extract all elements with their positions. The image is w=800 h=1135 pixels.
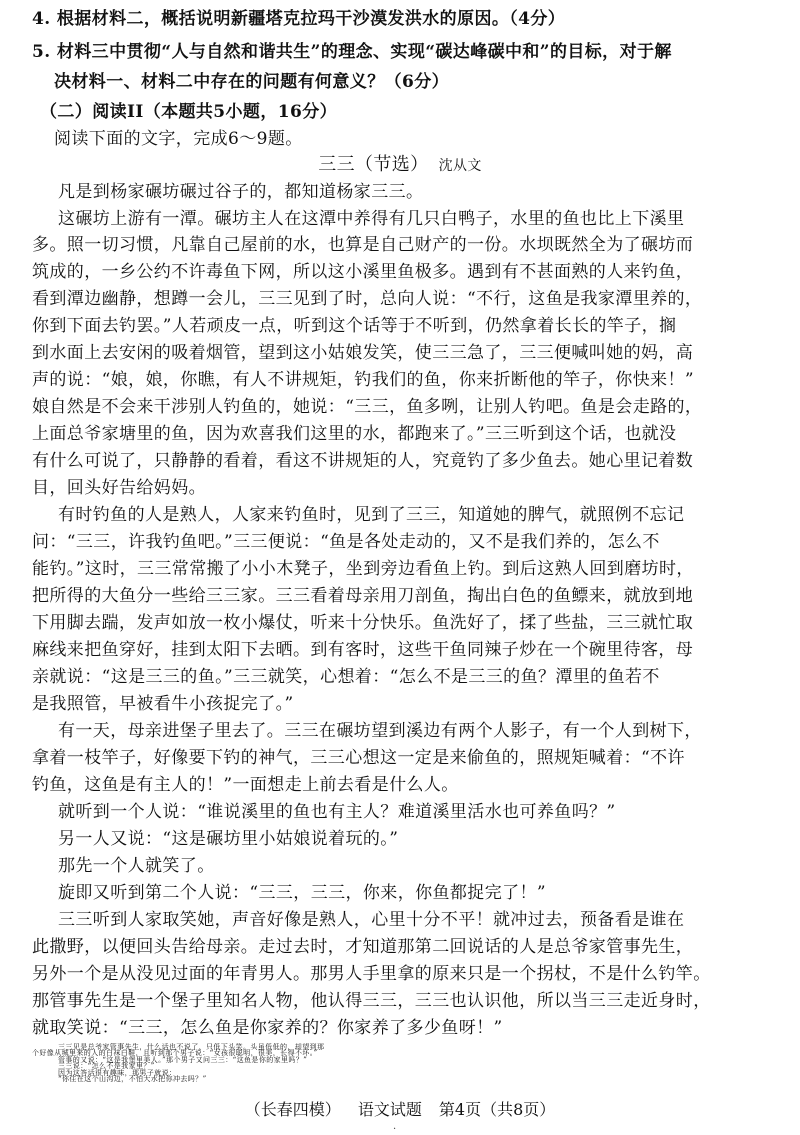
passage-line: 因为这答话很有趣味，那男子就说：: [58, 1069, 177, 1077]
passage-line: 下用脚去踹，发声如放一枚小爆仗，听来十分快乐。鱼洗好了，揉了些盐，三三就忙取: [32, 613, 694, 633]
passage-line: 有什么可说了，只静静的看着，看这不讲规矩的人，究竟钓了多少鱼去。她心里记着数: [32, 451, 694, 471]
passage-line: 上面总爷家塘里的鱼，因为欢喜我们这里的水，都跑来了。”三三听到这个话，也就没: [32, 424, 677, 444]
passage-line: 三三听到人家取笑她，声音好像是熟人，心里十分不平！就冲过去，预备看是谁在: [58, 910, 685, 930]
passage-line: 目，回头好告给妈妈。: [32, 478, 206, 498]
passage-line: 娘自然是不会来干涉别人钓鱼的，她说：“三三，鱼多咧，让别人钓吧。鱼是会走路的，: [32, 397, 703, 417]
passage-line: 那管事先生是一个堡子里知名人物，他认得三三，三三也认识他，所以当三三走近身时，: [32, 991, 711, 1011]
passage-line: 这碾坊上游有一潭。碾坊主人在这潭中养得有几只白鸭子，水里的鱼也比上下溪里: [58, 209, 685, 229]
question-4: 4. 根据材料二，概括说明新疆塔克拉玛干沙漠发洪水的原因。（4分）: [32, 9, 566, 29]
question-5-continued: 决材料一、材料二中存在的问题有何意义？（6分）: [54, 72, 450, 92]
page-footer: [0, 1097, 800, 1120]
passage-line: 此撒野，以便回头告给母亲。走过去时，才知道那第二回说话的人是总爷家管事先生，: [32, 937, 694, 957]
passage-title-row: [0, 153, 800, 178]
passage-line: 个好像从城里来的人的白袜白鞋，且听到那个男子说：“女孩很聪明，很美，长得不坏。”: [32, 1049, 318, 1057]
footer-mark: ·: [393, 1124, 397, 1135]
passage-line: 三三见是总爷家管事先生，什么话也不说了，只低下头笑。头虽低低的，却望到那: [58, 1043, 325, 1051]
footer-page-number: 第4页（共8页）: [438, 1100, 556, 1119]
passage-author: 沈从文: [438, 158, 482, 174]
passage-line: 就听到一个人说：“谁说溪里的鱼也有主人？难道溪里活水也可养鱼吗？”: [58, 802, 616, 822]
passage-line: 就取笑说：“三三，怎么鱼是你家养的？你家养了多少鱼呀！”: [32, 1018, 503, 1038]
passage-line: 另一人又说：“这是碾坊里小姑娘说着玩的。”: [58, 829, 399, 849]
passage-line: 问：“三三，许我钓鱼吧。”三三便说：“鱼是各处走动的，又不是我们养的，怎么不: [32, 532, 660, 552]
passage-line: 到水面上去安闲的吸着烟管，望到这小姑娘发笑，使三三急了，三三便喊叫她的妈，高: [32, 343, 694, 363]
passage-line: 管事的又说：“这是我堡里美人。”那个男子又问三三：“这鱼是你的家里吗？”: [58, 1056, 308, 1064]
passage-line: 亲就说：“这是三三的鱼。”三三就笑，心想着：“怎么不是三三的鱼？潭里的鱼若不: [32, 667, 660, 687]
passage-line: “你住在这个山沟边，不怕大水把你冲去吗？”: [58, 1075, 207, 1083]
passage-line: 多。照一切习惯，凡靠自己屋前的水，也算是自己财产的一份。水坝既然全为了碾坊而: [32, 235, 694, 255]
passage-line: 三三说：“怎么不是我家里？”: [58, 1062, 155, 1070]
section-heading: （二）阅读II（本题共5小题，16分）: [40, 102, 337, 122]
passage-line: 把所得的大鱼分一些给三三家。三三看着母亲用刀剖鱼，掏出白色的鱼鳔来，就放到地: [32, 586, 694, 606]
passage-line: 麻线来把鱼穿好，挂到太阳下去晒。到有客时，这些干鱼同辣子炒在一个碗里待客，母: [32, 640, 694, 660]
passage-line: 有一天，母亲进堡子里去了。三三在碾坊望到溪边有两个人影子，有一个人到树下，: [58, 721, 702, 741]
section-instruction: 阅读下面的文字，完成6～9题。: [54, 129, 303, 149]
passage-line: 拿着一枝竿子，好像要下钓的神气，三三心想这一定是来偷鱼的，照规矩喊着：“不许: [32, 748, 685, 768]
passage-line: 那先一个人就笑了。: [58, 856, 215, 876]
passage-title: 三三（节选）: [318, 154, 429, 175]
passage-line: 筑成的，一乡公约不许毒鱼下网，所以这小溪里鱼极多。遇到有不甚面熟的人来钓鱼，: [32, 262, 694, 282]
passage-line: 能钓。”这时，三三常常搬了小小木凳子，坐到旁边看鱼上钓。到后这熟人回到磨坊时，: [32, 559, 694, 579]
passage-line: 凡是到杨家碾坊碾过谷子的，都知道杨家三三。: [58, 182, 424, 202]
passage-line: 是我照管，早被看牛小孩捉完了。”: [32, 694, 294, 714]
question-5: 5. 材料三中贯彻“人与自然和谐共生”的理念、实现“碳达峰碳中和”的目标，对于解: [32, 42, 672, 62]
footer-subject: 语文试题: [357, 1100, 422, 1119]
passage-line: 你到下面去钓罢。”人若顽皮一点，听到这个话等于不听到，仍然拿着长长的竿子，搁: [32, 316, 677, 336]
passage-line: 钓鱼，这鱼是有主人的！”一面想走上前去看是什么人。: [32, 775, 459, 795]
footer-source: （长春四模）: [244, 1100, 341, 1119]
passage-line: 声的说：“娘，娘，你瞧，有人不讲规矩，钓我们的鱼，你来折断他的竿子，你快来！”: [32, 370, 694, 390]
passage-line: 看到潭边幽静，想蹲一会儿，三三见到了时，总向人说：“不行，这鱼是我家潭里养的，: [32, 289, 703, 309]
passage-line: 另外一个是从没见过面的年青男人。那男人手里拿的原来只是一个拐杖，不是什么钓竿。: [32, 964, 711, 984]
passage-line: 旋即又听到第二个人说：“三三，三三，你来，你鱼都捉完了！”: [58, 883, 546, 903]
passage-line: 有时钓鱼的人是熟人，人家来钓鱼时，见到了三三，知道她的脾气，就照例不忘记: [58, 505, 685, 525]
